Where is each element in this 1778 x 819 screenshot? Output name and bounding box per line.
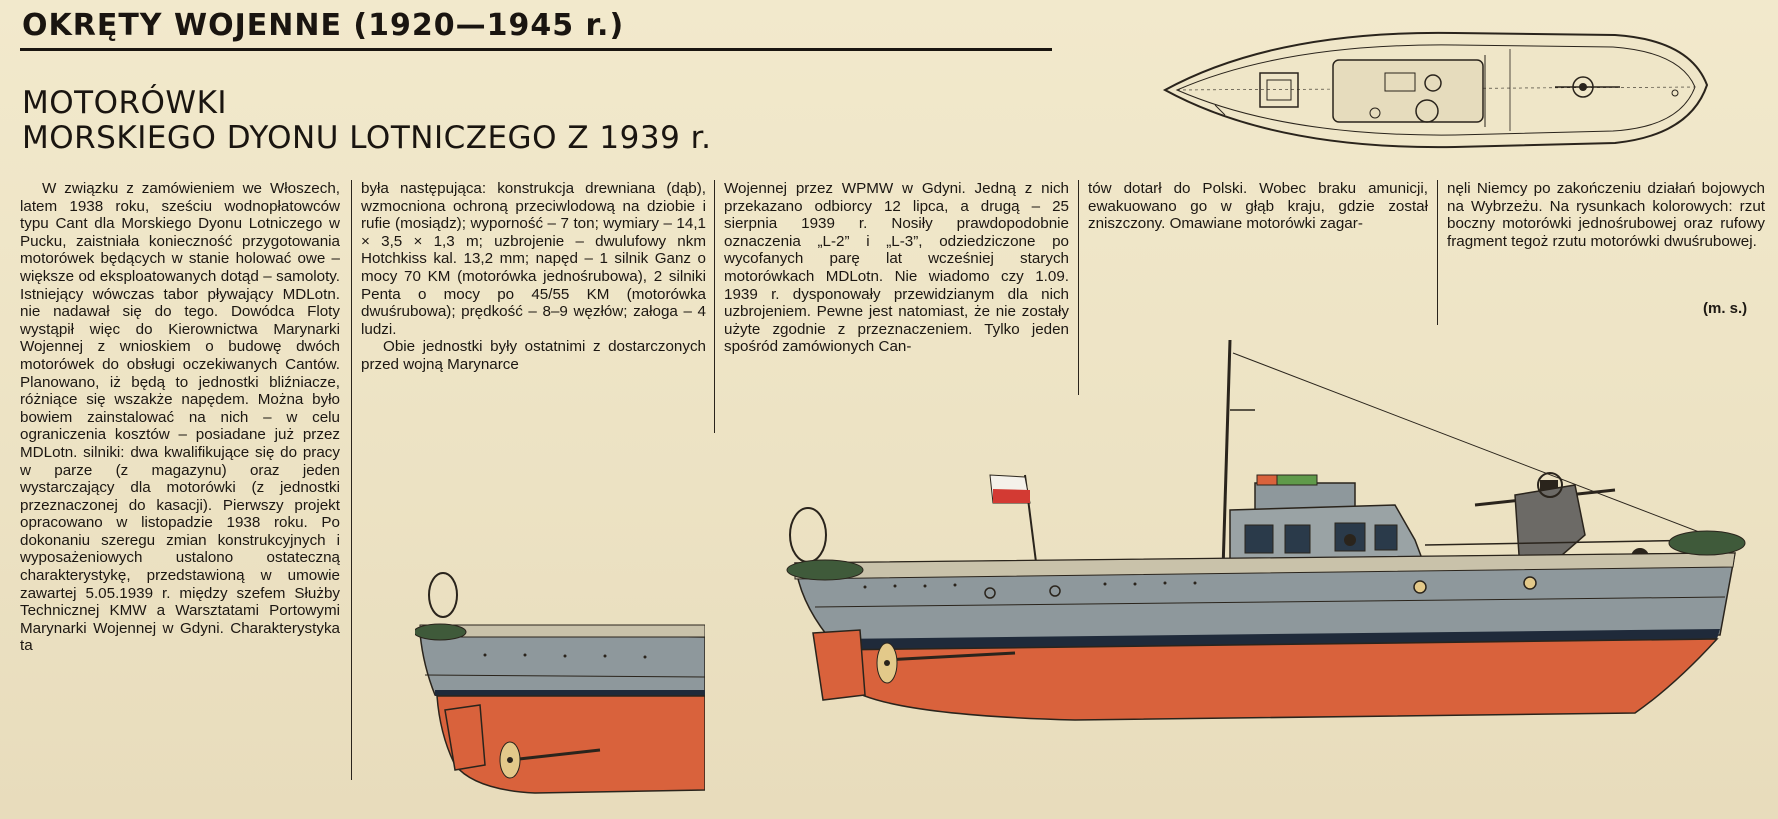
column-divider-1 xyxy=(351,180,352,780)
article-title xyxy=(22,86,711,156)
article-title-line-1: MOTORÓWKI xyxy=(22,85,228,121)
column-4-paragraph-1: tów dotarł do Polski. Wobec braku amunicji, ewakuowano go w głąb kraju, gdzie został zniszczony. Omawiane motorówki zagar- xyxy=(1088,180,1428,233)
column-divider-2 xyxy=(714,180,715,433)
article-title-line-2: MORSKIEGO DYONU LOTNICZEGO Z 1939 r. xyxy=(22,120,712,156)
side-view-illustration xyxy=(775,335,1760,800)
column-divider-4 xyxy=(1437,180,1438,325)
text-column-1 xyxy=(20,180,340,655)
author-signature: (m. s.) xyxy=(1703,300,1748,317)
text-column-2 xyxy=(361,180,706,374)
section-title: OKRĘTY WOJENNE (1920—1945 r.) xyxy=(22,8,625,43)
top-view-plan-illustration xyxy=(1155,25,1715,160)
column-1-paragraph-1: W związku z zamówieniem we Włoszech, latem 1938 roku, sześciu wodnopłatowców typu Cant dla Morskiego Dyonu Lotniczego w Pucku, zaistniała konieczność przygotowania motorówek będących w stanie holować owe – większe od eksploatowanych dotąd – samoloty. Istniejący wówczas tabor pływający MDLotn. nie nadawał się do tego. Dowódca Floty wystąpił więc do Kierownictwa Marynarki Wojennej z wnioskiem o budowę dwóch motorówek do obsługi oczekiwanych Cantów. Planowano, iż będą to jednostki bliźniacze, różniące się wszakże napędem. Można było bowiem zainstalować na nich – w celu ograniczenia kosztów – posiadane już przez MDLotn. silniki: dwa kwalifikujące się do pracy w parze (z magazynu) oraz jeden wystarczający dla motorówki (z jednostki przeznaczonej do kasacji). Pierwszy projekt opracowano w listopadzie 1938 roku. Po dokonaniu szeregu zmian konstrukcyjnych i wyposażeniowych ustalono ostateczną charakterystykę, przedstawioną w umowie zawartej 5.05.1939 r. między szefem Służby Technicznej KMW a Warsztatami Portowymi Marynarki Wojennej w Gdyni. Charakterystyka ta xyxy=(20,180,340,655)
text-column-3 xyxy=(724,180,1069,356)
text-column-4 xyxy=(1088,180,1428,233)
stern-fragment-illustration xyxy=(415,565,705,805)
text-column-5 xyxy=(1447,180,1765,250)
column-2-paragraph-2: Obie jednostki były ostatnimi z dostarczonych przed wojną Marynarce xyxy=(361,338,706,373)
title-rule xyxy=(20,48,1052,51)
column-3-paragraph-1: Wojennej przez WPMW w Gdyni. Jedną z nich przekazano odbiorcy 12 lipca, a drugą – 25 sierpnia 1939 r. Nosiły prawdopodobnie oznaczenia „L-2” i „L-3”, odziedziczone po wycofanych parę lat wcześniej starych motorówkach MDLotn. Nie wiadomo czy 1.09. 1939 r. dysponowały przewidzianym dla nich uzbrojeniem. Pewne jest natomiast, że nie zostały użyte zgodnie z przeznaczeniem. Tylko jeden spośród zamówionych Can- xyxy=(724,180,1069,356)
column-2-paragraph-1: była następująca: konstrukcja drewniana (dąb), wzmocniona ochroną przeciwlodową na dziobie i rufie (mosiądz); wyporność – 7 ton; wymiary – 14,1 × 3,5 × 1,3 m; uzbrojenie – dwulufowy nkm Hotchkiss kal. 13,2 mm; napęd – 1 silnik Ganz o mocy 70 KM (motorówka jednośrubowa), 2 silniki Penta o mocy po 45/55 KM (motorówka dwuśrubowa); prędkość – 8–9 węzłów; załoga – 4 ludzi. xyxy=(361,180,706,338)
column-5-paragraph-1: nęli Niemcy po zakończeniu działań bojowych na Wybrzeżu. Na rysunkach kolorowych: rzut boczny motorówki jednośrubowej oraz rufowy fragment tegoż rzutu motorówki dwuśrubowej. xyxy=(1447,180,1765,250)
